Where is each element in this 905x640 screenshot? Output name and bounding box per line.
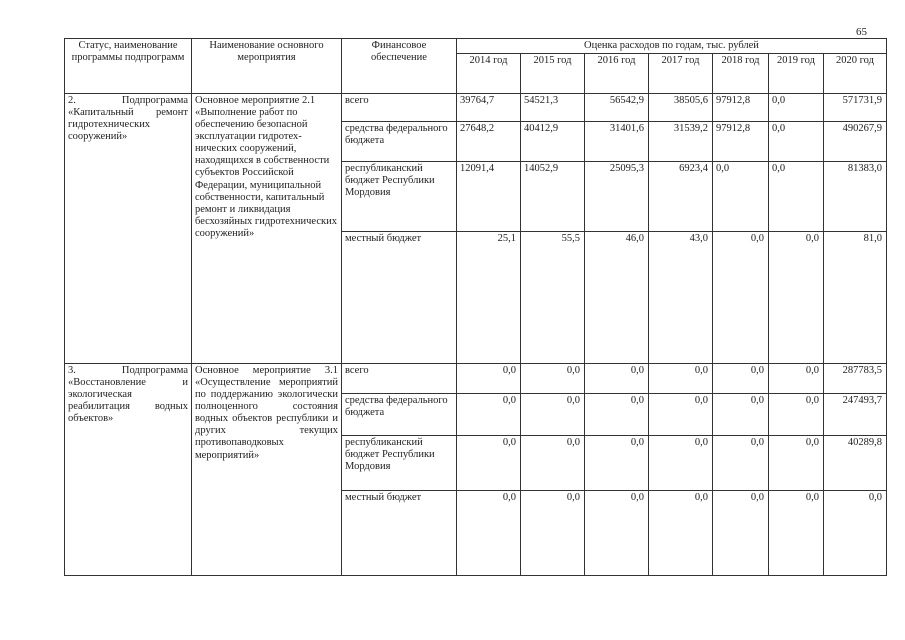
value-cell: 0,0 (769, 394, 824, 436)
funding-cell: всего (342, 94, 457, 122)
value-cell: 0,0 (713, 162, 769, 232)
value-cell: 0,0 (585, 364, 649, 394)
value-cell: 81,0 (824, 232, 887, 364)
program-status-cell: 3. Подпрограмма «Восстановление и экологическая реабилитация водных объектов» (65, 364, 192, 576)
value-cell: 0,0 (457, 436, 521, 491)
header-year: 2018 год (713, 54, 769, 94)
value-cell: 25,1 (457, 232, 521, 364)
value-cell: 0,0 (521, 394, 585, 436)
value-cell: 31539,2 (649, 122, 713, 162)
value-cell: 0,0 (769, 122, 824, 162)
funding-cell: местный бюджет (342, 232, 457, 364)
value-cell: 0,0 (769, 364, 824, 394)
value-cell: 12091,4 (457, 162, 521, 232)
header-year: 2019 год (769, 54, 824, 94)
header-measure: Наименование основного мероприятия (192, 39, 342, 94)
value-cell: 25095,3 (585, 162, 649, 232)
header-year: 2017 год (649, 54, 713, 94)
value-cell: 0,0 (457, 394, 521, 436)
header-year: 2015 год (521, 54, 585, 94)
value-cell: 0,0 (649, 436, 713, 491)
value-cell: 6923,4 (649, 162, 713, 232)
value-cell: 0,0 (713, 232, 769, 364)
value-cell: 97912,8 (713, 122, 769, 162)
funding-cell: средства федерального бюджета (342, 122, 457, 162)
value-cell: 27648,2 (457, 122, 521, 162)
funding-cell: всего (342, 364, 457, 394)
value-cell: 46,0 (585, 232, 649, 364)
header-funding: Финансовое обеспечение (342, 39, 457, 94)
header-status: Статус, наименование программы подпрограмм (65, 39, 192, 94)
budget-table (64, 38, 887, 576)
header-year: 2016 год (585, 54, 649, 94)
measure-cell: Основное мероприятие 3.1 «Осуществление мероприятий по поддержанию экологически полноценного состояния водных объектов республики и других текущих противопаводковых мероприятий» (192, 364, 342, 576)
value-cell: 14052,9 (521, 162, 585, 232)
measure-cell: Основное мероприятие 2.1 «Выполнение работ по обеспечению безопасной эксплуатации гидротех-нических сооружений, находящихся в собственности субъектов Российской Федерации, муниципальной собственности, капитальный ремонт и ликвидация бесхозяйных гидротехнических сооружений» (192, 94, 342, 364)
value-cell: 0,0 (713, 394, 769, 436)
value-cell: 0,0 (713, 491, 769, 576)
value-cell: 571731,9 (824, 94, 887, 122)
value-cell: 56542,9 (585, 94, 649, 122)
funding-cell: средства федерального бюджета (342, 394, 457, 436)
value-cell: 40412,9 (521, 122, 585, 162)
value-cell: 0,0 (585, 394, 649, 436)
value-cell: 0,0 (769, 436, 824, 491)
value-cell: 54521,3 (521, 94, 585, 122)
value-cell: 55,5 (521, 232, 585, 364)
funding-cell: местный бюджет (342, 491, 457, 576)
value-cell: 0,0 (649, 491, 713, 576)
program-status-cell: 2. Подпрограмма «Капитальный ремонт гидротехнических сооружений» (65, 94, 192, 364)
value-cell: 287783,5 (824, 364, 887, 394)
funding-cell: республиканский бюджет Республики Мордовия (342, 436, 457, 491)
value-cell: 0,0 (824, 491, 887, 576)
header-estimate: Оценка расходов по годам, тыс. рублей (457, 39, 887, 54)
value-cell: 43,0 (649, 232, 713, 364)
value-cell: 0,0 (521, 364, 585, 394)
value-cell: 0,0 (769, 162, 824, 232)
value-cell: 0,0 (585, 436, 649, 491)
value-cell: 247493,7 (824, 394, 887, 436)
value-cell: 0,0 (521, 491, 585, 576)
page-number: 65 (856, 26, 867, 38)
value-cell: 81383,0 (824, 162, 887, 232)
value-cell: 0,0 (713, 364, 769, 394)
value-cell: 0,0 (769, 232, 824, 364)
header-year: 2014 год (457, 54, 521, 94)
value-cell: 0,0 (649, 364, 713, 394)
value-cell: 0,0 (769, 94, 824, 122)
value-cell: 0,0 (649, 394, 713, 436)
value-cell: 0,0 (713, 436, 769, 491)
funding-cell: республиканский бюджет Республики Мордовия (342, 162, 457, 232)
value-cell: 0,0 (521, 436, 585, 491)
value-cell: 31401,6 (585, 122, 649, 162)
value-cell: 97912,8 (713, 94, 769, 122)
value-cell: 0,0 (585, 491, 649, 576)
value-cell: 0,0 (457, 364, 521, 394)
value-cell: 0,0 (457, 491, 521, 576)
value-cell: 490267,9 (824, 122, 887, 162)
value-cell: 38505,6 (649, 94, 713, 122)
table-row (65, 364, 887, 394)
value-cell: 39764,7 (457, 94, 521, 122)
value-cell: 40289,8 (824, 436, 887, 491)
table-row (65, 94, 887, 122)
value-cell: 0,0 (769, 491, 824, 576)
header-year: 2020 год (824, 54, 887, 94)
